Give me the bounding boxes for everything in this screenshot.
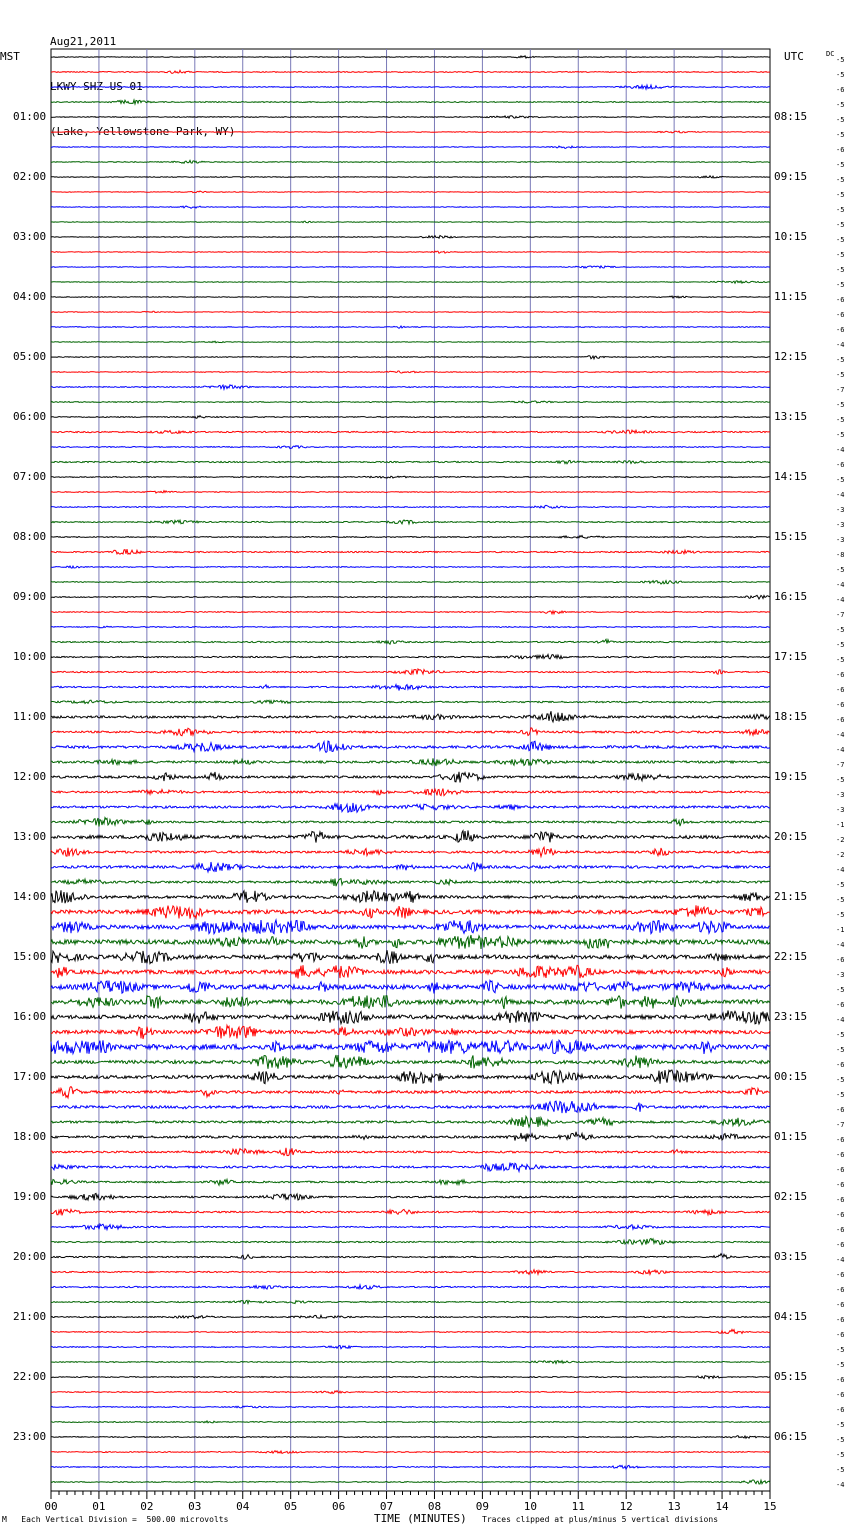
dc-offset-value: -5 xyxy=(836,251,845,259)
dc-offset-value: -3 xyxy=(836,791,845,799)
hour-label-local: 17:00 xyxy=(13,1070,47,1083)
hour-label-local: 10:00 xyxy=(13,650,47,663)
seismic-trace xyxy=(51,70,770,73)
hour-label-utc: 20:15 xyxy=(774,830,808,843)
dc-offset-value: -6 xyxy=(836,1316,845,1324)
dc-offset-value: -7 xyxy=(836,611,845,619)
hour-label-utc: 13:15 xyxy=(774,410,808,423)
hour-label-local: 02:00 xyxy=(13,170,47,183)
seismic-trace xyxy=(51,476,770,478)
seismic-trace xyxy=(51,965,770,978)
hour-label-local: 19:00 xyxy=(13,1190,47,1203)
dc-offset-value: -5 xyxy=(836,416,845,424)
seismic-trace xyxy=(51,1179,770,1185)
seismic-trace xyxy=(51,830,770,842)
dc-offset-value: -5 xyxy=(836,191,845,199)
seismic-trace xyxy=(51,700,770,703)
seismic-trace xyxy=(51,1421,770,1423)
dc-offset-value: -5 xyxy=(836,986,845,994)
hour-label-utc: 03:15 xyxy=(774,1250,808,1263)
seismic-trace xyxy=(51,803,770,812)
seismic-trace xyxy=(51,789,770,796)
seismic-trace xyxy=(51,1285,770,1289)
hour-label-local: 20:00 xyxy=(13,1250,47,1263)
dc-offset-value: -4 xyxy=(836,1256,845,1264)
seismic-trace xyxy=(51,995,770,1009)
dc-offset-value: -5 xyxy=(836,1466,845,1474)
dc-column-label: DC xyxy=(826,50,835,58)
x-tick-label: 00 xyxy=(44,1500,58,1513)
seismic-trace xyxy=(51,1436,770,1439)
station-location: (Lake, Yellowstone Park, WY) xyxy=(50,125,236,138)
seismic-trace xyxy=(51,611,770,614)
seismic-trace xyxy=(51,505,770,508)
hour-label-local: 09:00 xyxy=(13,590,47,603)
dc-offset-value: -6 xyxy=(836,86,845,94)
hour-label-utc: 00:15 xyxy=(774,1070,808,1083)
hour-label-local: 12:00 xyxy=(13,770,47,783)
seismic-trace xyxy=(51,356,770,359)
dc-offset-value: -4 xyxy=(836,941,845,949)
seismic-trace xyxy=(51,1329,770,1333)
seismic-trace xyxy=(51,1101,770,1113)
seismic-trace xyxy=(51,728,770,736)
hour-label-local: 15:00 xyxy=(13,950,47,963)
dc-offset-value: -3 xyxy=(836,521,845,529)
dc-offset-value: -4 xyxy=(836,341,845,349)
seismic-trace xyxy=(51,221,770,223)
seismic-trace xyxy=(51,920,770,934)
hour-label-local: 23:00 xyxy=(13,1430,47,1443)
seismic-trace xyxy=(51,1132,770,1142)
seismic-trace xyxy=(51,1300,770,1303)
dc-offset-value: -4 xyxy=(836,746,845,754)
x-tick-label: 14 xyxy=(715,1500,729,1513)
seismic-trace xyxy=(51,520,770,524)
seismic-trace xyxy=(51,1070,770,1084)
seismic-trace xyxy=(51,206,770,208)
dc-offset-value: -6 xyxy=(836,671,845,679)
seismic-trace xyxy=(51,1480,770,1484)
x-tick-label: 09 xyxy=(475,1500,490,1513)
hour-label-local: 14:00 xyxy=(13,890,47,903)
dc-offset-value: -5 xyxy=(836,626,845,634)
hour-label-local: 04:00 xyxy=(13,290,47,303)
seismic-trace xyxy=(51,446,770,449)
seismic-trace xyxy=(51,818,770,827)
dc-offset-value: -4 xyxy=(836,446,845,454)
seismic-trace xyxy=(51,1376,770,1379)
seismic-trace xyxy=(51,1209,770,1216)
hour-label-local: 18:00 xyxy=(13,1130,47,1143)
dc-offset-value: -6 xyxy=(836,326,845,334)
dc-offset-value: -6 xyxy=(836,1391,845,1399)
dc-offset-value: -5 xyxy=(836,71,845,79)
seismic-trace xyxy=(51,1116,770,1127)
footer-marker: M xyxy=(2,1515,7,1524)
hour-label-local: 21:00 xyxy=(13,1310,47,1323)
seismic-trace xyxy=(51,711,770,722)
dc-offset-value: -5 xyxy=(836,1436,845,1444)
dc-offset-value: -5 xyxy=(836,656,845,664)
seismic-trace xyxy=(51,772,770,783)
hour-label-utc: 05:15 xyxy=(774,1370,808,1383)
x-tick-label: 01 xyxy=(92,1500,106,1513)
dc-offset-value: -5 xyxy=(836,56,845,64)
seismic-trace xyxy=(51,669,770,675)
dc-offset-value: -5 xyxy=(836,476,845,484)
seismic-trace xyxy=(51,758,770,766)
dc-offset-value: -5 xyxy=(836,161,845,169)
seismic-trace xyxy=(51,1391,770,1394)
seismic-trace xyxy=(51,326,770,328)
seismic-trace xyxy=(51,1346,770,1349)
seismic-trace xyxy=(51,980,770,993)
seismic-trace xyxy=(51,639,770,644)
seismic-trace xyxy=(51,1055,770,1069)
dc-offset-value: -6 xyxy=(836,1331,845,1339)
dc-offset-value: -6 xyxy=(836,1271,845,1279)
seismic-trace xyxy=(51,371,770,373)
seismic-trace xyxy=(51,311,770,312)
hour-label-utc: 08:15 xyxy=(774,110,808,123)
seismic-trace xyxy=(51,236,770,239)
dc-offset-value: -5 xyxy=(836,116,845,124)
dc-offset-value: -5 xyxy=(836,1451,845,1459)
station-code: LKWY SHZ US 01 xyxy=(50,80,143,93)
seismic-trace xyxy=(51,1148,770,1156)
hour-label-local: 05:00 xyxy=(13,350,47,363)
dc-offset-value: -6 xyxy=(836,146,845,154)
seismic-trace xyxy=(51,341,770,343)
hour-label-local: 08:00 xyxy=(13,530,47,543)
dc-offset-value: -6 xyxy=(836,686,845,694)
hour-label-utc: 23:15 xyxy=(774,1010,808,1023)
seismic-trace xyxy=(51,626,770,628)
hour-label-local: 06:00 xyxy=(13,410,47,423)
dc-offset-value: -5 xyxy=(836,641,845,649)
dc-offset-value: -2 xyxy=(836,851,845,859)
dc-offset-value: -6 xyxy=(836,1106,845,1114)
dc-offset-value: -6 xyxy=(836,956,845,964)
seismic-trace xyxy=(51,1361,770,1364)
clipping-note: Traces clipped at plus/minus 5 vertical divisions xyxy=(482,1515,719,1524)
dc-offset-value: -6 xyxy=(836,1226,845,1234)
dc-offset-value: -5 xyxy=(836,236,845,244)
hour-label-utc: 06:15 xyxy=(774,1430,808,1443)
seismic-trace xyxy=(51,281,770,284)
seismic-trace xyxy=(51,1087,770,1098)
dc-offset-value: -6 xyxy=(836,1196,845,1204)
dc-offset-value: -6 xyxy=(836,1286,845,1294)
scale-note xyxy=(2,1515,228,1524)
hour-label-utc: 04:15 xyxy=(774,1310,808,1323)
dc-offset-value: -5 xyxy=(836,266,845,274)
hour-label-utc: 19:15 xyxy=(774,770,808,783)
x-tick-label: 12 xyxy=(619,1500,633,1513)
seismic-trace xyxy=(51,385,770,389)
seismic-trace xyxy=(51,491,770,494)
x-tick-label: 08 xyxy=(427,1500,442,1513)
dc-offset-value: -5 xyxy=(836,1091,845,1099)
hour-label-utc: 10:15 xyxy=(774,230,808,243)
dc-offset-value: -3 xyxy=(836,536,845,544)
seismic-trace xyxy=(51,430,770,434)
dc-offset-value: -6 xyxy=(836,701,845,709)
dc-offset-value: -5 xyxy=(836,566,845,574)
seismic-trace xyxy=(51,890,770,903)
dc-offset-value: -3 xyxy=(836,506,845,514)
plot-frame xyxy=(51,49,770,1491)
seismic-trace xyxy=(51,191,770,193)
seismic-trace xyxy=(51,595,770,599)
seismic-trace xyxy=(51,1239,770,1245)
hour-label-utc: 12:15 xyxy=(774,350,808,363)
seismic-trace xyxy=(51,251,770,253)
dc-offset-value: -6 xyxy=(836,1406,845,1414)
seismic-trace xyxy=(51,416,770,419)
dc-offset-value: -5 xyxy=(836,101,845,109)
x-tick-label: 05 xyxy=(284,1500,298,1513)
dc-offset-value: -8 xyxy=(836,551,845,559)
dc-offset-value: -6 xyxy=(836,296,845,304)
left-timezone-label: MST xyxy=(0,50,20,63)
x-tick-label: 03 xyxy=(188,1500,202,1513)
seismic-trace xyxy=(51,160,770,163)
x-tick-label: 06 xyxy=(331,1500,346,1513)
dc-offset-value: -5 xyxy=(836,356,845,364)
seismic-trace xyxy=(51,847,770,856)
hour-label-local: 13:00 xyxy=(13,830,47,843)
dc-offset-value: -4 xyxy=(836,581,845,589)
dc-offset-value: -1 xyxy=(836,926,845,934)
dc-offset-value: -1 xyxy=(836,821,845,829)
seismic-trace xyxy=(51,1193,770,1200)
dc-offset-value: -4 xyxy=(836,731,845,739)
seismic-trace xyxy=(51,1254,770,1259)
seismic-trace xyxy=(51,116,770,118)
seismic-trace xyxy=(51,176,770,178)
seismic-trace xyxy=(51,1011,770,1024)
dc-offset-value: -5 xyxy=(836,281,845,289)
dc-offset-value: -2 xyxy=(836,836,845,844)
seismic-trace xyxy=(51,296,770,298)
seismic-trace xyxy=(51,401,770,403)
dc-offset-value: -4 xyxy=(836,491,845,499)
dc-offset-value: -6 xyxy=(836,1376,845,1384)
dc-offset-value: -5 xyxy=(836,881,845,889)
seismic-trace xyxy=(51,1163,770,1172)
dc-offset-value: -6 xyxy=(836,461,845,469)
hour-label-utc: 02:15 xyxy=(774,1190,808,1203)
seismic-trace xyxy=(51,581,770,584)
hour-label-utc: 15:15 xyxy=(774,530,808,543)
x-tick-label: 13 xyxy=(667,1500,681,1513)
hour-label-utc: 21:15 xyxy=(774,890,808,903)
dc-offset-value: -4 xyxy=(836,1016,845,1024)
seismic-trace xyxy=(51,536,770,539)
hour-label-utc: 14:15 xyxy=(774,470,808,483)
dc-offset-value: -7 xyxy=(836,761,845,769)
hour-label-local: 03:00 xyxy=(13,230,47,243)
seismic-trace xyxy=(51,1270,770,1275)
seismic-trace xyxy=(51,1315,770,1318)
dc-offset-value: -5 xyxy=(836,131,845,139)
seismic-trace xyxy=(51,655,770,659)
dc-offset-value: -6 xyxy=(836,716,845,724)
dc-offset-value: -5 xyxy=(836,911,845,919)
dc-offset-value: -5 xyxy=(836,176,845,184)
vertical-division-note: Each Vertical Division = 500.00 microvolts xyxy=(21,1515,229,1524)
x-axis-title: TIME (MINUTES) xyxy=(374,1512,467,1525)
dc-offset-value: -5 xyxy=(836,1421,845,1429)
x-tick-label: 10 xyxy=(523,1500,537,1513)
dc-offset-value: -5 xyxy=(836,1361,845,1369)
dc-offset-value: -7 xyxy=(836,1121,845,1129)
hour-label-local: 11:00 xyxy=(13,710,47,723)
seismic-trace xyxy=(51,1224,770,1230)
dc-offset-value: -6 xyxy=(836,1181,845,1189)
seismic-trace xyxy=(51,879,770,887)
dc-offset-value: -5 xyxy=(836,401,845,409)
seismic-trace xyxy=(51,935,770,949)
x-tick-label: 04 xyxy=(236,1500,250,1513)
hour-label-local: 07:00 xyxy=(13,470,47,483)
seismic-trace xyxy=(51,549,770,554)
seismic-trace xyxy=(51,862,770,872)
dc-offset-value: -3 xyxy=(836,971,845,979)
dc-offset-value: -5 xyxy=(836,1346,845,1354)
dc-offset-value: -5 xyxy=(836,206,845,214)
hour-label-local: 22:00 xyxy=(13,1370,47,1383)
seismic-trace xyxy=(51,950,770,964)
dc-offset-value: -6 xyxy=(836,311,845,319)
dc-offset-value: -5 xyxy=(836,1046,845,1054)
hour-label-utc: 17:15 xyxy=(774,650,808,663)
seismic-trace xyxy=(51,131,770,133)
dc-offset-value: -6 xyxy=(836,1136,845,1144)
seismic-trace xyxy=(51,1406,770,1408)
dc-offset-value: -6 xyxy=(836,1241,845,1249)
hour-label-local: 16:00 xyxy=(13,1010,47,1023)
seismic-trace xyxy=(51,1040,770,1054)
hour-label-utc: 18:15 xyxy=(774,710,808,723)
recording-date: Aug21,2011 xyxy=(50,35,117,48)
seismic-trace xyxy=(51,905,770,918)
seismic-trace xyxy=(51,85,770,89)
seismic-trace xyxy=(51,100,770,104)
dc-offset-value: -4 xyxy=(836,1481,845,1489)
right-timezone-label: UTC xyxy=(784,50,804,63)
dc-offset-value: -6 xyxy=(836,1301,845,1309)
x-tick-label: 15 xyxy=(763,1500,777,1513)
seismic-trace xyxy=(51,741,770,752)
hour-label-utc: 01:15 xyxy=(774,1130,808,1143)
hour-label-local: 01:00 xyxy=(13,110,47,123)
dc-offset-value: -7 xyxy=(836,386,845,394)
dc-offset-value: -5 xyxy=(836,371,845,379)
seismic-trace xyxy=(51,1025,770,1039)
hour-label-utc: 09:15 xyxy=(774,170,808,183)
dc-offset-value: -6 xyxy=(836,1061,845,1069)
dc-offset-value: -6 xyxy=(836,1151,845,1159)
dc-offset-value: -6 xyxy=(836,1166,845,1174)
x-tick-label: 11 xyxy=(571,1500,585,1513)
dc-offset-value: -3 xyxy=(836,806,845,814)
seismic-trace xyxy=(51,266,770,268)
dc-offset-value: -5 xyxy=(836,1076,845,1084)
seismic-trace xyxy=(51,1451,770,1454)
dc-offset-value: -6 xyxy=(836,1001,845,1009)
seismic-trace xyxy=(51,566,770,568)
seismic-trace xyxy=(51,685,770,691)
hour-label-utc: 11:15 xyxy=(774,290,808,303)
dc-offset-value: -5 xyxy=(836,431,845,439)
x-tick-label: 02 xyxy=(140,1500,154,1513)
hour-label-utc: 16:15 xyxy=(774,590,808,603)
seismic-trace xyxy=(51,56,770,58)
seismic-trace xyxy=(51,1465,770,1469)
dc-offset-value: -4 xyxy=(836,866,845,874)
seismic-trace xyxy=(51,146,770,148)
dc-offset-value: -5 xyxy=(836,776,845,784)
x-tick-label: 07 xyxy=(379,1500,394,1513)
dc-offset-value: -5 xyxy=(836,221,845,229)
dc-offset-value: -5 xyxy=(836,896,845,904)
dc-offset-value: -5 xyxy=(836,1031,845,1039)
seismic-trace xyxy=(51,460,770,463)
dc-offset-value: -6 xyxy=(836,1211,845,1219)
dc-offset-value: -4 xyxy=(836,596,845,604)
hour-label-utc: 22:15 xyxy=(774,950,808,963)
